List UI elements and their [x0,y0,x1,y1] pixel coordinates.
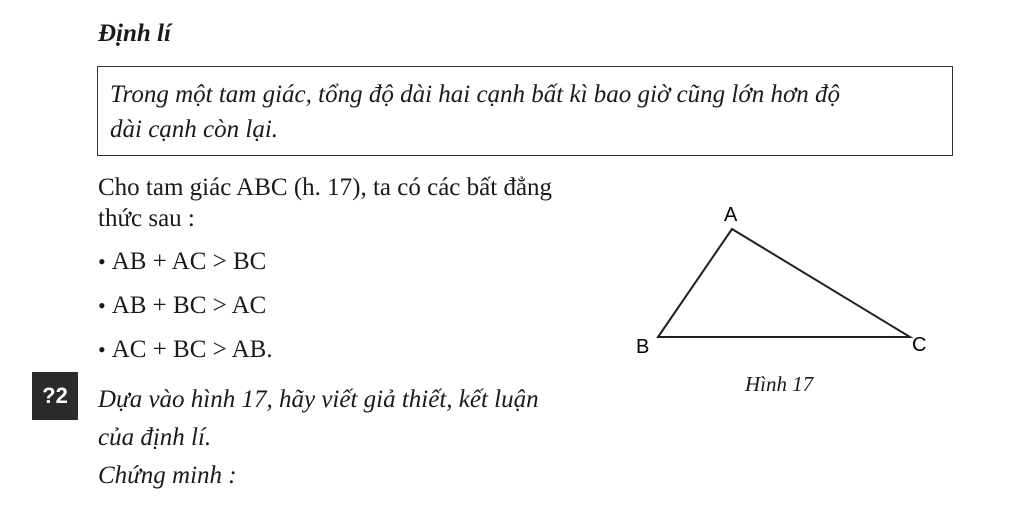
task-line-2: của định lí. [98,424,212,451]
figure-caption: Hình 17 [745,372,814,396]
theorem-box [97,66,953,156]
proof-heading: Chứng minh : [98,462,237,489]
inequality-2 [98,292,266,320]
vertex-label-a: A [724,204,738,226]
task-text [98,381,628,457]
vertex-label-b: B [636,336,650,358]
theorem-statement-line-2: dài cạnh còn lại. [110,116,279,143]
bullet: • [98,249,106,274]
intro-paragraph [98,172,618,234]
task-line-1: Dựa vào hình 17, hãy viết giả thiết, kết luận [98,386,539,413]
intro-line-1: Cho tam giác ABC (h. 17), ta có các bất đẳng [98,174,553,201]
inequality-text: AB + BC > AC [111,292,267,319]
cut-off-text-line [98,505,928,513]
question-badge: ?2 [32,372,78,420]
bullet: • [98,337,106,362]
inequality-3 [98,336,273,364]
intro-line-2: thức sau : [98,205,195,232]
theorem-statement-line-1: Trong một tam giác, tổng độ dài hai cạnh bất kì bao giờ cũng lớn hơn độ [110,81,841,108]
vertex-label-c: C [912,334,927,356]
inequality-text: AC + BC > AB. [111,336,273,363]
theorem-heading: Định lí [98,20,171,47]
inequality-text: AB + AC > BC [111,248,267,275]
inequality-1 [98,248,266,276]
triangle-abc [658,229,910,337]
bullet: • [98,293,106,318]
